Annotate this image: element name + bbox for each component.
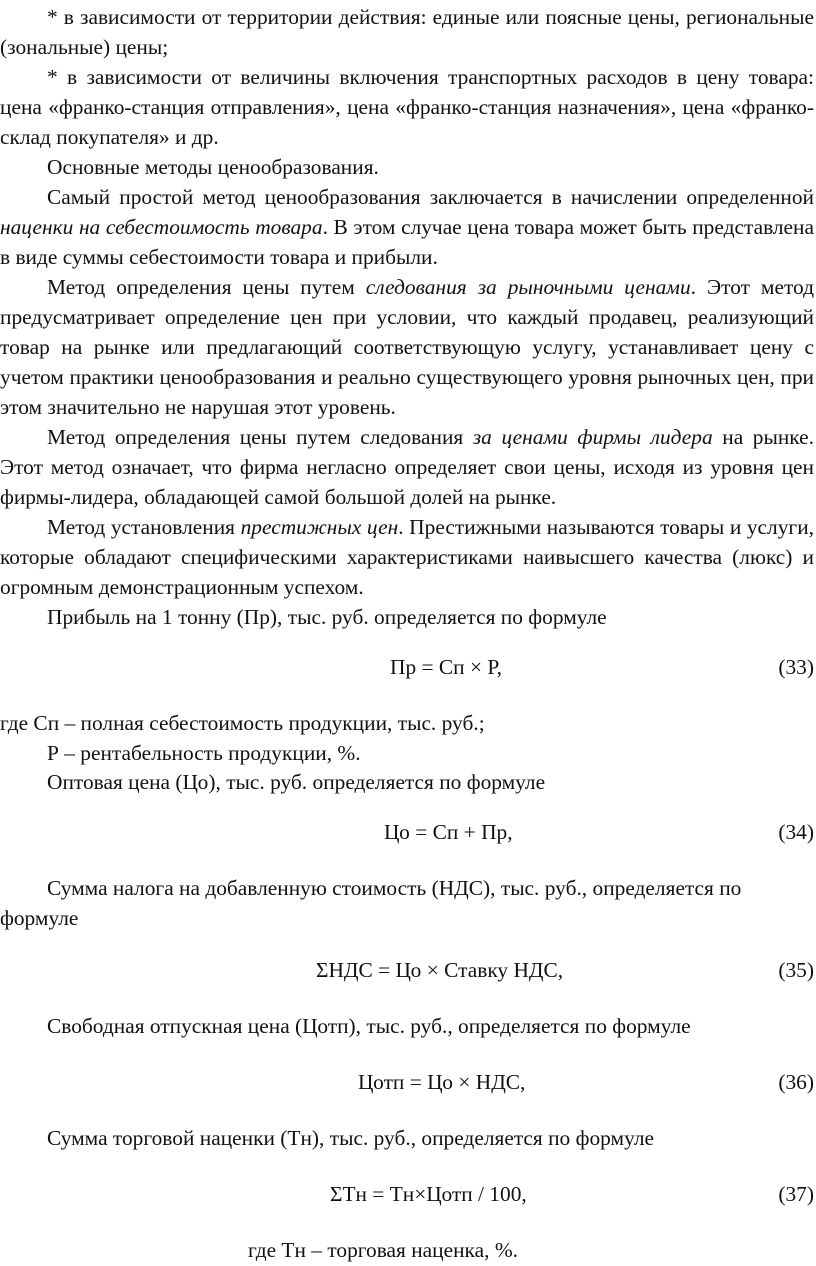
equation-36 [0,1067,816,1097]
equation-37 [0,1179,816,1209]
paragraph-transport-prices: * в зависимости от величины включения транспортных расходов в цену товара: цена «франко-станция отправления», цена «франко-станция назначения», цена «франко-склад покупателя» и др. [0,65,814,149]
equation-formula: Цо = Сп + Пр, [384,820,513,844]
heading-pricing-methods: Основные методы ценообразования. [47,155,379,179]
emphasis-leader-prices: за ценами фирмы лидера [472,425,713,449]
equation-number: (33) [778,655,814,679]
equation-number: (37) [778,1182,814,1206]
paragraph-release-price-intro: Свободная отпускная цена (Цотп), тыс. руб., определяется по формуле [47,1014,691,1038]
emphasis-markup: наценки на себестоимость товара [0,215,323,239]
paragraph-prestige-method: Метод установления престижных цен. Престижными называются товары и услуги, которые обладают специфическими характеристиками наивысшего качества (люкс) и огромным демонстрационным успехом. [0,515,814,599]
paragraph-territory-prices: * в зависимости от территории действия: единые или поясные цены, региональные (зональные) цены; [0,5,814,59]
paragraph-trade-markup-intro: Сумма торговой наценки (Тн), тыс. руб., определяется по формуле [47,1126,654,1150]
equation-formula: ΣНДС = Цо × Ставку НДС, [316,958,564,982]
paragraph-profit-intro: Прибыль на 1 тонну (Пр), тыс. руб. определяется по формуле [47,605,607,629]
paragraph-markup-method: Самый простой метод ценообразования заключается в начислении определенной наценки на себестоимость товара. В этом случае цена товара может быть представлена в виде суммы себестоимости товара и прибыли. [0,185,814,269]
equation-33 [0,652,816,682]
emphasis-prestige-prices: престижных цен [240,515,399,539]
equation-number: (35) [778,958,814,982]
equation-34 [0,817,816,847]
equation-number: (36) [778,1070,814,1094]
paragraph-wholesale-intro: Оптовая цена (Цо), тыс. руб. определяется по формуле [47,770,546,794]
equation-formula: Цотп = Цо × НДС, [358,1070,526,1094]
paragraph-r-definition: Р – рентабельность продукции, %. [47,741,361,765]
emphasis-market-prices: следования за рыночными ценами [365,275,691,299]
equation-35 [0,955,816,985]
equation-number: (34) [778,820,814,844]
equation-formula: Пр = Сп × Р, [390,655,502,679]
paragraph-where-sp: где Сп – полная себестоимость продукции, тыс. руб.; [0,711,485,735]
paragraph-market-following-method: Метод определения цены путем следования за рыночными ценами. Этот метод предусматривает определение цен при условии, что каждый продавец, реализующий товар на рынке или предлагающий соответствующую услугу, устанавливает цену с учетом практики ценообразования и реально существующего уровня рыночных цен, при этом значительно не нарушая этот уровень. [0,275,814,419]
paragraph-vat-intro: Сумма налога на добавленную стоимость (НДС), тыс. руб., определяется по формуле [0,876,742,930]
paragraph-where-tn: где Тн – торговая наценка, %. [248,1238,518,1262]
equation-formula: ΣТн = Тн×Цотп / 100, [330,1182,527,1206]
paragraph-leader-method: Метод определения цены путем следования за ценами фирмы лидера на рынке. Этот метод означает, что фирма негласно определяет свои цены, исходя из уровня цен фирмы-лидера, обладающей самой большой долей на рынке. [0,425,814,509]
